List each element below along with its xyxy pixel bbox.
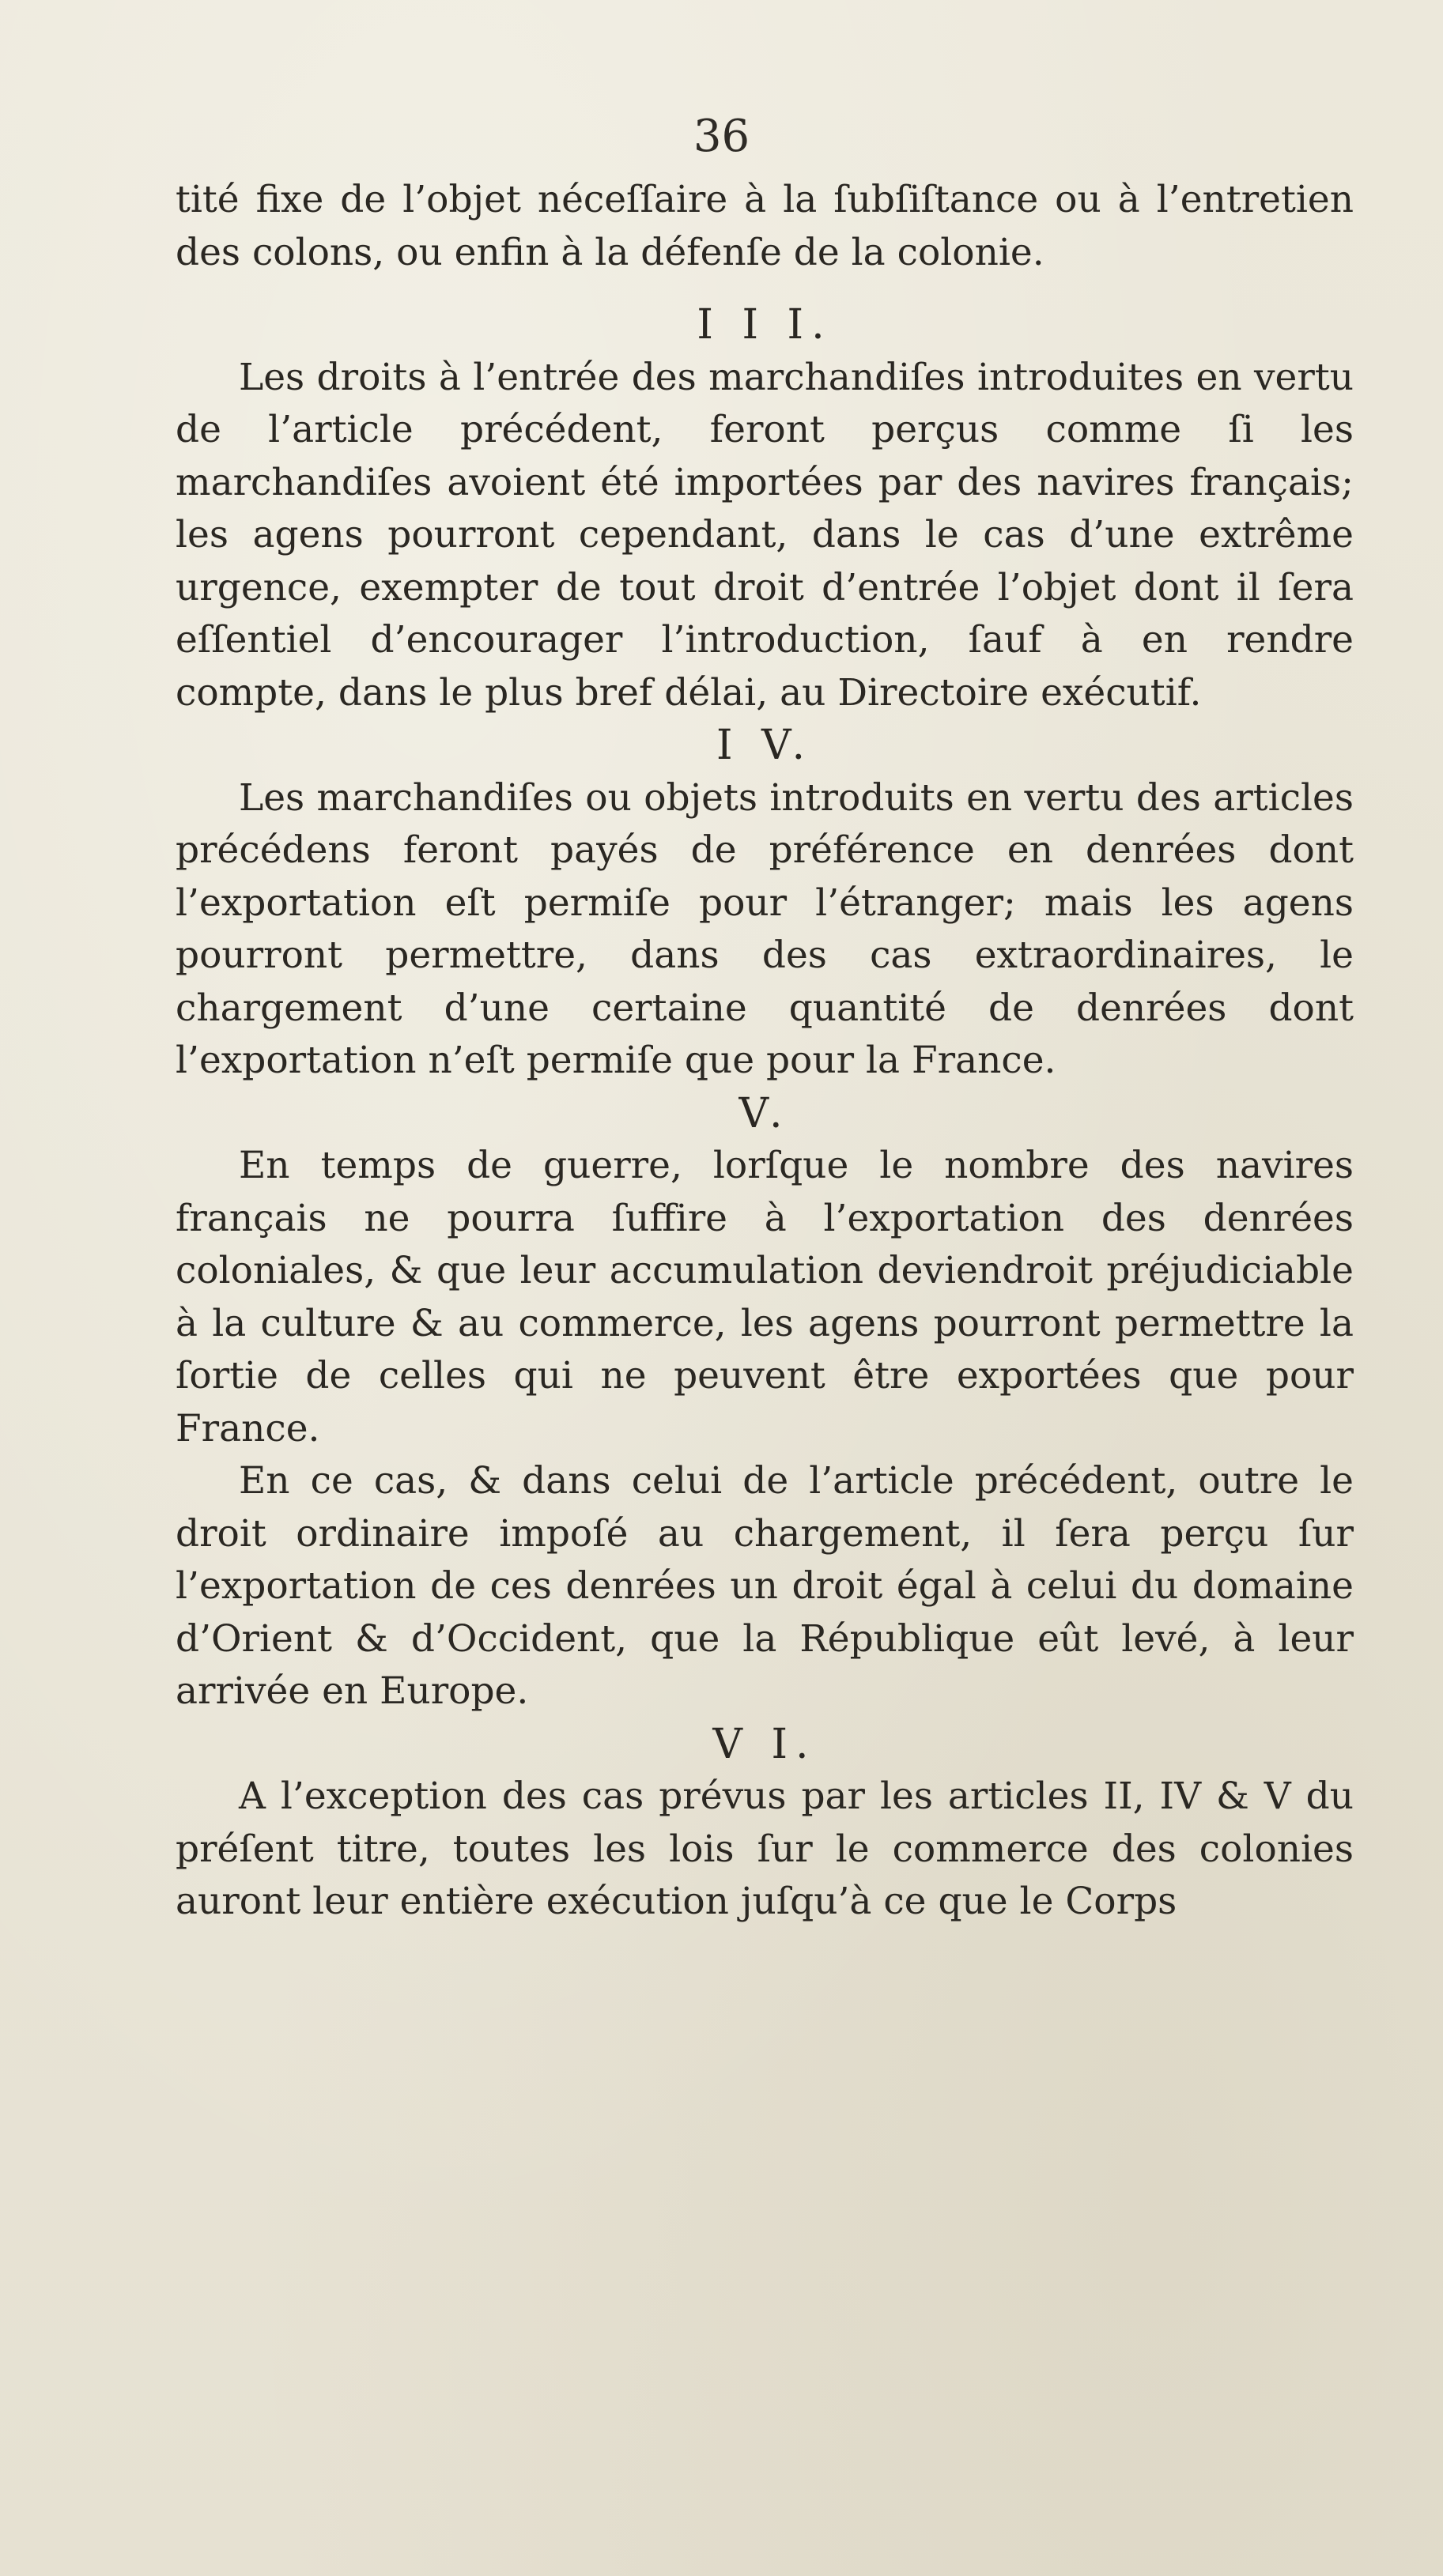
article-vi-paragraph: A l’exception des cas prévus par les articles II, IV & V du préſent titre, toutes les lois ſur le commerce des colonies auront leur entière exécution juſqu’à ce que le Corps (176, 1775, 1354, 1923)
article-heading-iii: I I I. (697, 301, 833, 349)
article-iv-paragraph: Les marchandiſes ou objets introduits en vertu des articles précédens feront payés de préférence en denrées dont l’exportation eſt permiſe pour l’étranger; mais les agens pourront permettre, dans des cas extraordinaires, le chargement d’une certaine quantité de denrées dont l’exportation n’eſt permiſe que pour la France. (176, 775, 1354, 1082)
article-iii-paragraph: Les droits à l’entrée des marchandiſes introduites en vertu de l’article précédent, feront perçus comme ſi les marchandiſes avoient été importées par des navires français; les agens pourront cependant, dans le cas d’une extrême urgence, exempter de tout droit d’entrée l’objet dont il ſera eſſentiel d’encourager l’introduction, ſauf à en rendre compte, dans le plus bref délai, au Directoire exécutif. (176, 355, 1354, 715)
page-number: 36 (693, 111, 750, 162)
articles-text (176, 299, 1354, 1929)
article-v-paragraph-2: En ce cas, & dans celui de l’article précédent, outre le droit ordinaire impoſé au chargement, il ſera perçu ſur l’exportation de ces denrées un droit égal à celui du domaine d’Orient & d’Occident, que la République eût levé, à leur arrivée en Europe. (176, 1459, 1354, 1713)
opening-paragraph: tité fixe de l’objet néceſſaire à la ſubſiſtance ou à l’entretien des colons, ou enfin à la défenſe de la colonie. (176, 178, 1354, 274)
article-heading-iv: I V. (716, 722, 814, 769)
article-heading-v: V. (738, 1089, 791, 1137)
article-v-paragraph-1: En temps de guerre, lorſque le nombre des navires français ne pourra ſuffire à l’exportation des denrées coloniales, & que leur accumulation deviendroit préjudiciable à la culture & au commerce, les agens pourront permettre la ſortie de celles qui ne peuvent être exportées que pour France. (176, 1144, 1354, 1450)
body-text (176, 174, 1354, 279)
article-heading-vi: V I. (712, 1720, 817, 1768)
